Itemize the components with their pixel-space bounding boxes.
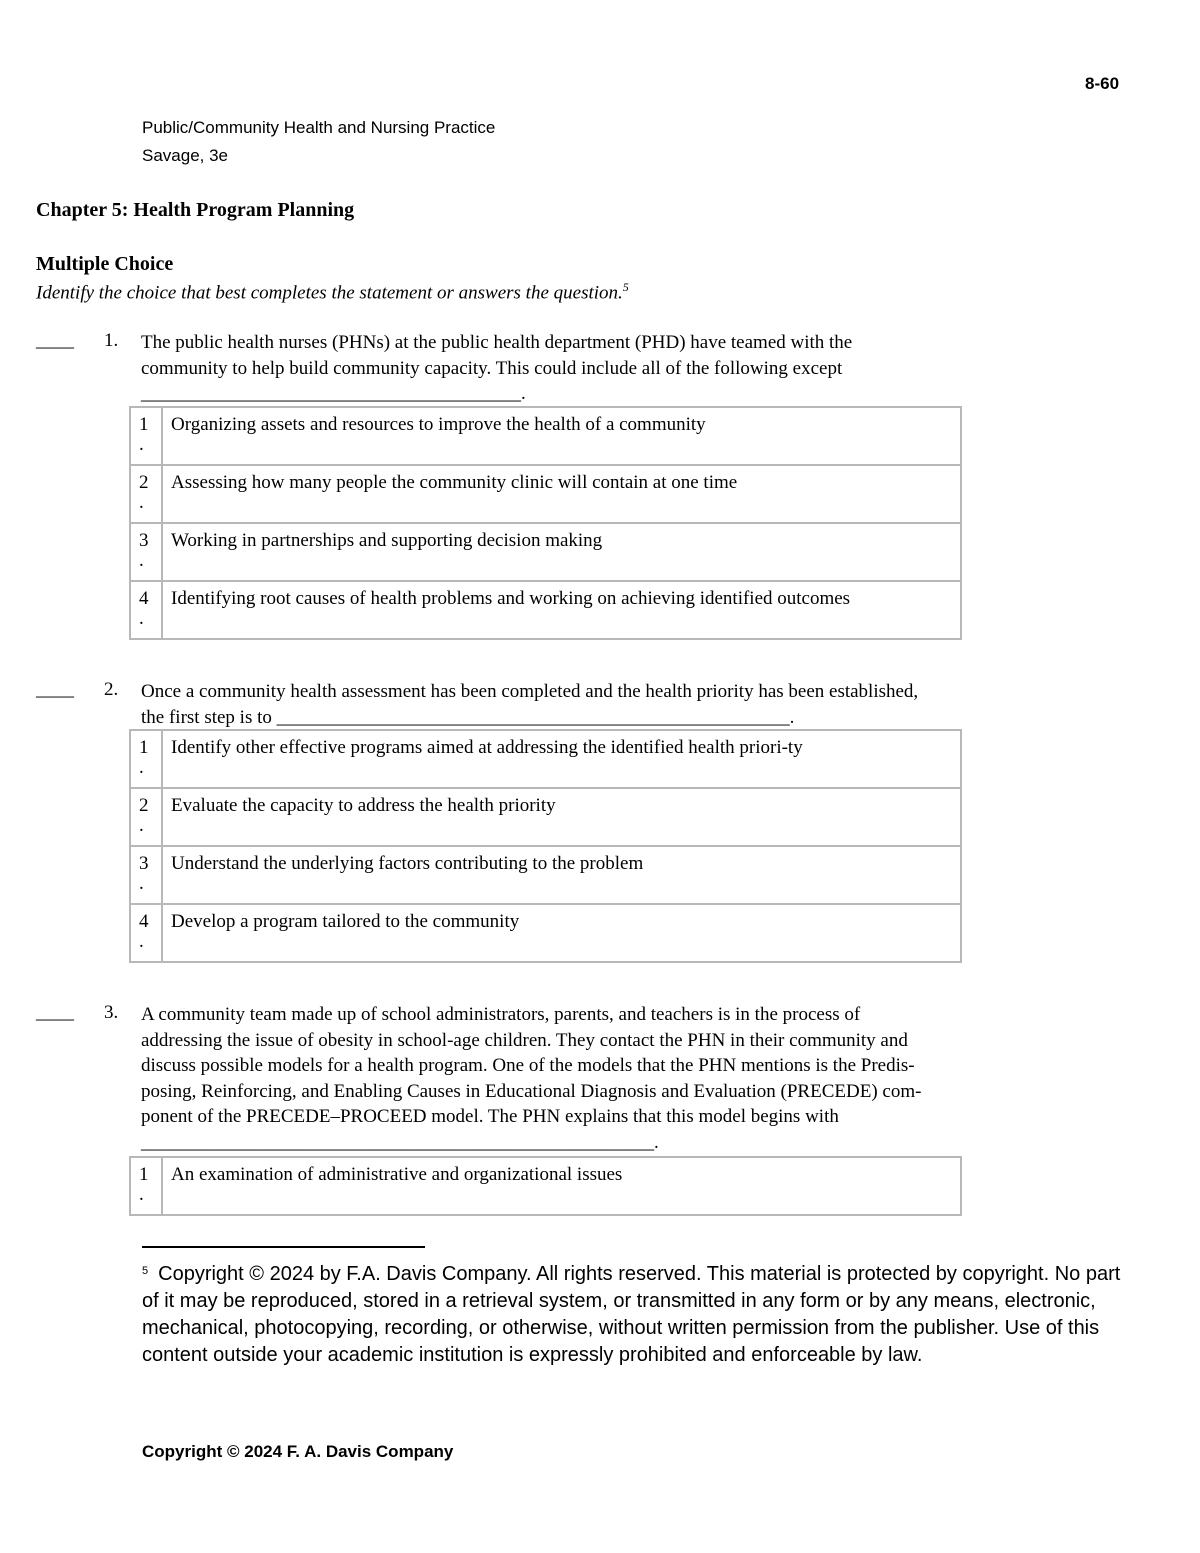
- question-line: Once a community health assessment has been completed and the health priority has been established,: [141, 681, 919, 702]
- answer-blank-3: ____: [36, 1002, 74, 1023]
- choice-number: 3 .: [130, 846, 162, 904]
- choice-text: Working in partnerships and supporting decision making: [162, 523, 961, 581]
- choice-row: [130, 730, 961, 788]
- choice-row: [130, 904, 961, 962]
- choice-number: 1 .: [130, 1157, 162, 1215]
- choice-text: Identifying root causes of health problems and working on achieving identified outcomes: [162, 581, 961, 639]
- question-line: discuss possible models for a health program. One of the models that the PHN mentions is the Predis-: [141, 1055, 915, 1076]
- page-number: 8-60: [1085, 74, 1120, 93]
- footnote-ref: 5: [622, 280, 629, 294]
- choice-text: An examination of administrative and organizational issues: [162, 1157, 961, 1215]
- choices-table-2: [129, 729, 962, 963]
- answer-blank-2: ____: [36, 679, 74, 700]
- choice-text: Identify other effective programs aimed at addressing the identified health priori-ty: [162, 730, 961, 788]
- choice-text: Develop a program tailored to the community: [162, 904, 961, 962]
- book-title: Public/Community Health and Nursing Practice: [142, 118, 496, 137]
- footnote-marker: 5: [142, 1265, 149, 1277]
- section-instructions: [36, 280, 629, 304]
- question-line: community to help build community capacity. This could include all of the following except: [141, 357, 843, 379]
- question-line: posing, Reinforcing, and Enabling Causes in Educational Diagnosis and Evaluation (PRECEDE) com-: [141, 1080, 922, 1102]
- choices-table-1: [129, 406, 962, 640]
- choice-row: [130, 407, 961, 465]
- question-line: the first step is to ______________________________________________________.: [141, 706, 795, 728]
- answer-blank-1: ____: [36, 330, 74, 351]
- choice-text: Assessing how many people the community clinic will contain at one time: [162, 465, 961, 523]
- footnote-text: Copyright © 2024 by F.A. Davis Company. All rights reserved. This material is protected by copyright. No part of it may be reproduced, stored in a retrieval system, or transmitted in any form or by any means, electronic, mechanical, photocopying, recording, or otherwise, without written permission from the publisher. Use of this content outside your academic institution is expressly prohibited and enforceable by law.: [142, 1263, 1121, 1366]
- choices-table-3: [129, 1156, 962, 1216]
- question-text-3: [141, 1002, 1116, 1155]
- question-line: ________________________________________.: [141, 383, 526, 404]
- question-line: addressing the issue of obesity in school-age children. They contact the PHN in their community and: [141, 1029, 908, 1051]
- footnote: [142, 1258, 1127, 1369]
- choice-number: 2 .: [130, 465, 162, 523]
- question-number-2: 2.: [104, 679, 119, 700]
- choice-number: 1 .: [130, 730, 162, 788]
- choice-row: [130, 846, 961, 904]
- question-line: The public health nurses (PHNs) at the public health department (PHD) have teamed with the: [141, 332, 853, 353]
- section-title: Multiple Choice: [36, 253, 174, 275]
- choice-text: Evaluate the capacity to address the health priority: [162, 788, 961, 846]
- book-author: Savage, 3e: [142, 146, 229, 165]
- footnote-rule: [142, 1246, 425, 1248]
- choice-number: 2 .: [130, 788, 162, 846]
- question-text-2: [141, 679, 1116, 730]
- choice-text: Understand the underlying factors contributing to the problem: [162, 846, 961, 904]
- question-line: ______________________________________________________.: [141, 1131, 659, 1153]
- choice-text: Organizing assets and resources to improve the health of a community: [162, 407, 961, 465]
- page-footer-copyright: Copyright © 2024 F. A. Davis Company: [142, 1442, 454, 1461]
- choice-row: [130, 465, 961, 523]
- question-text-1: [141, 330, 1116, 407]
- question-number-1: 1.: [104, 330, 119, 351]
- choice-number: 1 .: [130, 407, 162, 465]
- question-line: ponent of the PRECEDE–PROCEED model. The PHN explains that this model begins with: [141, 1106, 839, 1127]
- instructions-text: Identify the choice that best completes the statement or answers the question.: [36, 282, 623, 304]
- question-line: A community team made up of school administrators, parents, and teachers is in the process of: [141, 1004, 861, 1025]
- choice-number: 3 .: [130, 523, 162, 581]
- choice-row: [130, 1157, 961, 1215]
- choice-number: 4 .: [130, 904, 162, 962]
- choice-number: 4 .: [130, 581, 162, 639]
- chapter-title: Chapter 5: Health Program Planning: [36, 199, 355, 221]
- choice-row: [130, 523, 961, 581]
- question-number-3: 3.: [104, 1002, 119, 1023]
- choice-row: [130, 788, 961, 846]
- choice-row: [130, 581, 961, 639]
